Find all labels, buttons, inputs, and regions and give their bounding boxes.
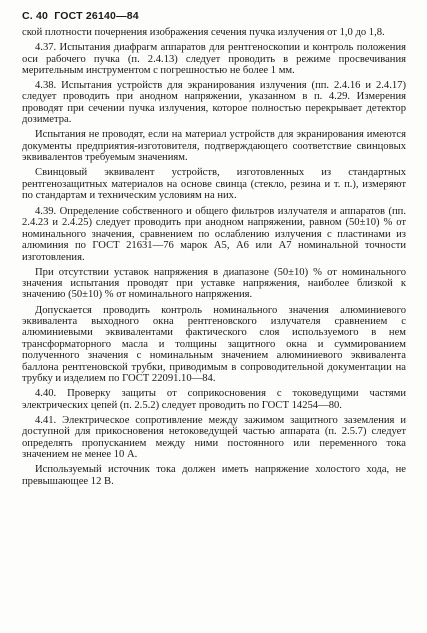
paragraph-4-37: 4.37. Испытания диафрагм аппаратов для рентгеноскопии и контроль положения оси рабочего пучка (п. 2.4.13) следует проводить в режиме просвечивания мерительным инструментом с погрешностью не более 1 мм. — [22, 42, 406, 76]
document-body — [22, 27, 406, 491]
page-header — [22, 10, 142, 22]
paragraph-4-38: 4.38. Испытания устройств для экранирования излучения (пп. 2.4.16 и 2.4.17) следует проводить при анодном напряжении, указанном в п. 4.29. Измерения проводят при сечении пучка излучения, которое полностью перекрывает детектор дозиметра. — [22, 80, 406, 126]
paragraph-4-39: 4.39. Определение собственного и общего фильтров излучателя и аппаратов (пп. 2.4.23 и 2.4.25) следует проводить при анодном напряжении, равном (50±10) % от номинального значения, сравнением по ослаблению излучения с пластинами из алюминия по ГОСТ 21631—76 марок А5, А6 или А7 номинальной точности изготовления. — [22, 205, 406, 263]
paragraph-4-38-exemption: Испытания не проводят, если на материал устройств для экранирования имеются документы предприятия-изготовителя, подтверждающего соответствие свинцовых эквивалентов требуемым значениям. — [22, 129, 406, 164]
paragraph-4-41: 4.41. Электрическое сопротивление между зажимом защитного заземления и доступной для прикосновения нетоковедущей частью аппарата (п. 2.5.7) следует определять пропусканием между ними постоянного или переменного тока значением не менее 10 А. — [22, 414, 406, 461]
paragraph-4-39-no-settings: При отсутствии уставок напряжения в диапазоне (50±10) % от номинального значения испытания проводят при уставке напряжения, наиболее близкой к значению (50±10) % от номинального напряжения. — [22, 266, 406, 301]
paragraph-lead-equivalent: Свинцовый эквивалент устройств, изготовленных из стандартных рентгенозащитных материалов на основе свинца (стекло, резина и т. п.), измеряют по стандартам и техническим условиям на них. — [22, 167, 406, 202]
paragraph-4-41-source: Используемый источник тока должен иметь напряжение холостого хода, не превышающее 12 В. — [22, 464, 406, 487]
standard-designation: ГОСТ 26140—84 — [54, 10, 139, 22]
paragraph-4-40: 4.40. Проверку защиты от соприкосновения с токоведущими частями электрических цепей (п. 2.5.2) следует проводить по ГОСТ 14254—80. — [22, 388, 406, 411]
paragraph-continuation: ской плотности почернения изображения сечения пучка излучения от 1,0 до 1,8. — [22, 27, 385, 38]
page-number: С. 40 — [22, 10, 49, 22]
paragraph-4-39-aluminium: Допускается проводить контроль номинального значения алюминиевого эквивалента выходного окна рентгеновского излучателя сравнением с алюминиевыми эквивалентами фактического слоя используемого в нем трансформаторного масла и толщины защитного окна и суммированием полученного значения с номинальным значением алюминиевого эквивалента баллона рентгеновской трубки, приводимым в сопроводительной документации на трубку и изделием по ГОСТ 22091.10—84. — [22, 304, 406, 385]
